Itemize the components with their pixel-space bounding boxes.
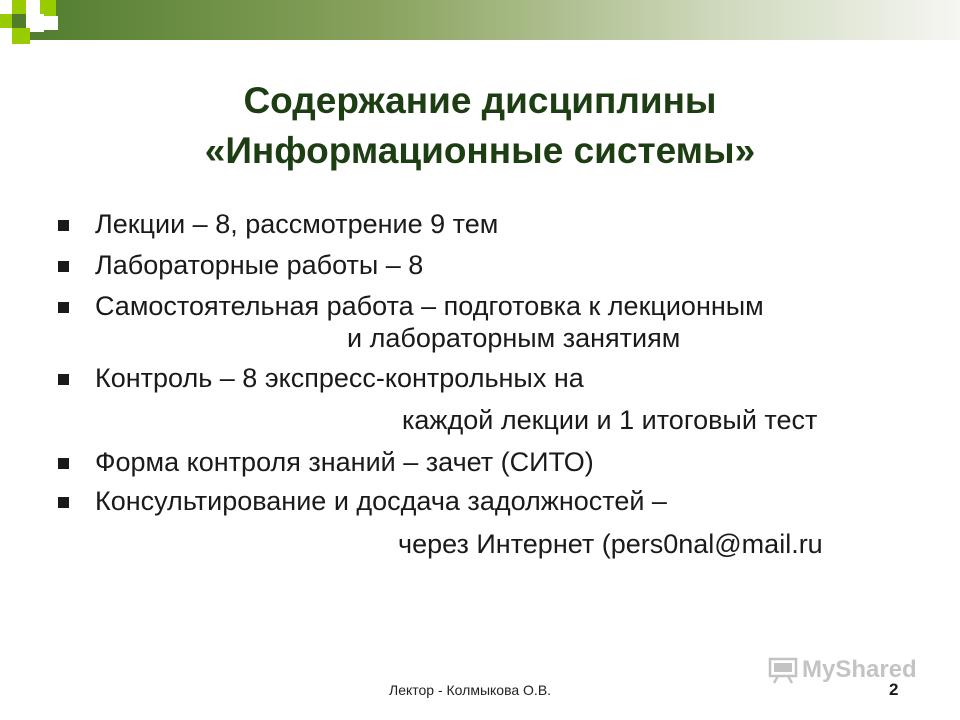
slide-title-line-2: «Информационные системы» — [204, 130, 756, 171]
bullet-item-consulting — [58, 483, 938, 569]
bullet-text: Консультирование и досдача задолжностей – — [95, 486, 667, 516]
square-bullet-icon — [58, 302, 69, 313]
square-bullet-icon — [58, 458, 69, 469]
square-bullet-icon — [58, 497, 69, 508]
bullet-text: Форма контроля знаний – зачет (СИТО) — [95, 447, 594, 477]
decor-square — [0, 0, 12, 14]
bullet-item-control — [58, 360, 938, 444]
presentation-board-icon — [768, 655, 798, 685]
header-gradient-bar — [0, 0, 960, 40]
decor-square — [44, 16, 58, 30]
slide-title-line-1: Содержание дисциплины — [243, 80, 717, 121]
slide-title — [80, 76, 880, 176]
page-number: 2 — [889, 680, 899, 699]
decor-square — [0, 28, 12, 44]
bullet-text-continuation: через Интернет (pers0nal@mail.ru — [398, 529, 823, 559]
bullet-text: Контроль – 8 экспресс-контрольных на — [95, 363, 584, 393]
square-bullet-icon — [58, 374, 69, 385]
bullet-text-continuation: и лабораторным занятиям — [347, 323, 681, 353]
decor-square — [26, 0, 40, 14]
watermark-text: MyShared — [802, 656, 917, 683]
decor-square — [12, 0, 26, 14]
square-bullet-icon — [58, 261, 69, 272]
square-bullet-icon — [58, 220, 69, 231]
bullet-item-labs — [58, 247, 938, 283]
bullet-text: Самостоятельная работа – подготовка к лекционным — [95, 291, 764, 321]
header-divider — [0, 40, 960, 44]
bullet-text-continuation: каждой лекции и 1 итоговый тест — [402, 405, 818, 435]
decor-square — [12, 28, 30, 44]
footer-lecturer: Лектор - Колмыкова О.В. — [389, 682, 552, 698]
bullet-item-self-study — [58, 288, 938, 352]
bullet-list — [58, 206, 938, 569]
bullet-item-assessment-form — [58, 444, 938, 480]
bullet-text: Лекции – 8, рассмотрение 9 тем — [95, 209, 499, 239]
bullet-item-lectures — [58, 206, 938, 242]
bullet-text: Лабораторные работы – 8 — [95, 250, 424, 280]
decor-square — [0, 14, 12, 28]
